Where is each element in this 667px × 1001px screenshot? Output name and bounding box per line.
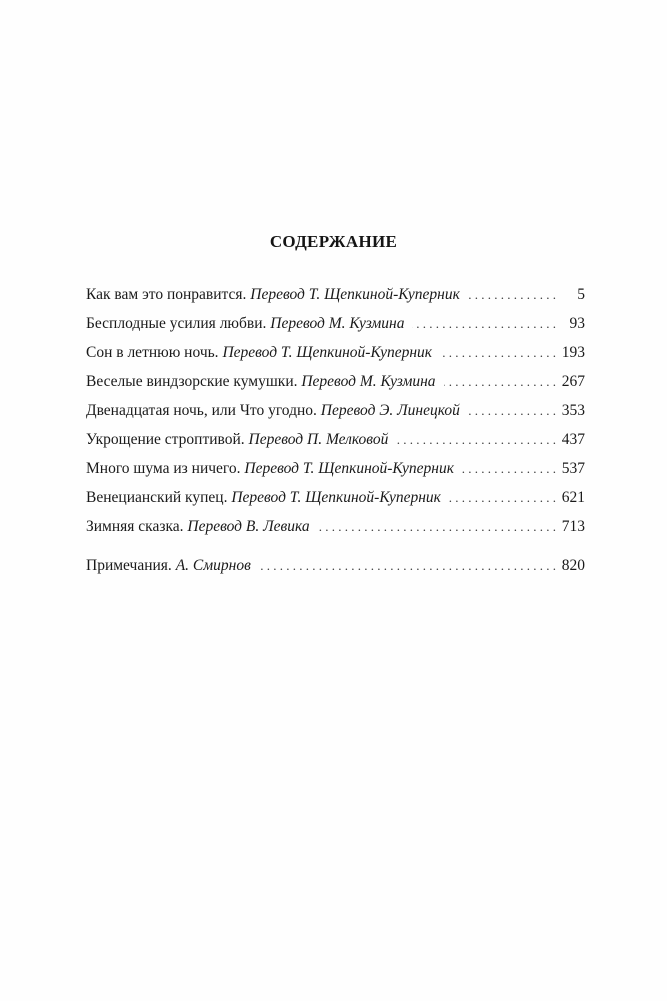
toc-entry-title: Зимняя сказка. [86, 518, 184, 535]
dot-leader [462, 454, 556, 483]
toc-entry-title: Как вам это понравится. [86, 286, 247, 303]
toc-entry-translator: Перевод Т. Щепкиной-Куперник [244, 460, 454, 477]
table-of-contents [86, 280, 585, 580]
toc-entry-translator: Перевод Т. Щепкиной-Куперник [222, 344, 433, 361]
toc-entry-title: Сон в летнюю ночь. [86, 344, 219, 361]
dot-leader [449, 483, 556, 512]
toc-entry-page: 93 [569, 315, 585, 332]
toc-entry-page: 353 [561, 402, 585, 419]
toc-entry-title: Венецианский купец. [86, 489, 228, 506]
toc-entry-page: 713 [561, 518, 585, 535]
toc-entry-author: А. Смирнов [175, 557, 251, 574]
toc-entry-page: 437 [561, 431, 585, 448]
toc-entry-translator: Перевод Э. Линецкой [320, 402, 460, 419]
dot-leader [444, 367, 556, 396]
dot-leader [259, 551, 556, 580]
dot-leader [412, 309, 556, 338]
toc-entry [86, 454, 585, 483]
page-title: СОДЕРЖАНИЕ [269, 232, 398, 251]
dot-leader [440, 338, 556, 367]
toc-entry [86, 425, 585, 454]
dot-leader [318, 512, 556, 541]
toc-entry-translator: Перевод Т. Щепкиной-Куперник [231, 489, 441, 506]
dot-leader [468, 396, 556, 425]
toc-entry-translator: Перевод М. Кузмина [301, 373, 436, 390]
toc-entry [86, 396, 585, 425]
toc-entry-page: 820 [561, 557, 585, 574]
toc-entry-title: Много шума из ничего. [86, 460, 241, 477]
toc-entry [86, 512, 585, 541]
toc-entry-title: Примечания. [86, 557, 172, 574]
toc-entry-page: 537 [561, 460, 585, 477]
dot-leader [468, 280, 556, 309]
toc-entry-title: Двенадцатая ночь, или Что угодно. [86, 402, 317, 419]
toc-entry-title: Укрощение строптивой. [86, 431, 245, 448]
toc-entry-title: Веселые виндзорские кумушки. [86, 373, 298, 390]
toc-entry-page: 621 [561, 489, 585, 506]
toc-entry-translator: Перевод М. Кузмина [270, 315, 405, 332]
toc-entry [86, 280, 585, 309]
toc-entry-notes [86, 551, 585, 580]
toc-entry [86, 309, 585, 338]
toc-entry-page: 193 [561, 344, 585, 361]
toc-entry-title: Бесплодные усилия любви. [86, 315, 267, 332]
toc-entry-translator: Перевод В. Левика [187, 518, 310, 535]
toc-entry [86, 367, 585, 396]
toc-entry-translator: Перевод П. Мелковой [248, 431, 389, 448]
toc-entry [86, 338, 585, 367]
toc-entry-page: 5 [577, 286, 585, 303]
toc-entry [86, 483, 585, 512]
dot-leader [396, 425, 556, 454]
toc-entry-page: 267 [561, 373, 585, 390]
toc-entry-translator: Перевод Т. Щепкиной-Куперник [250, 286, 460, 303]
